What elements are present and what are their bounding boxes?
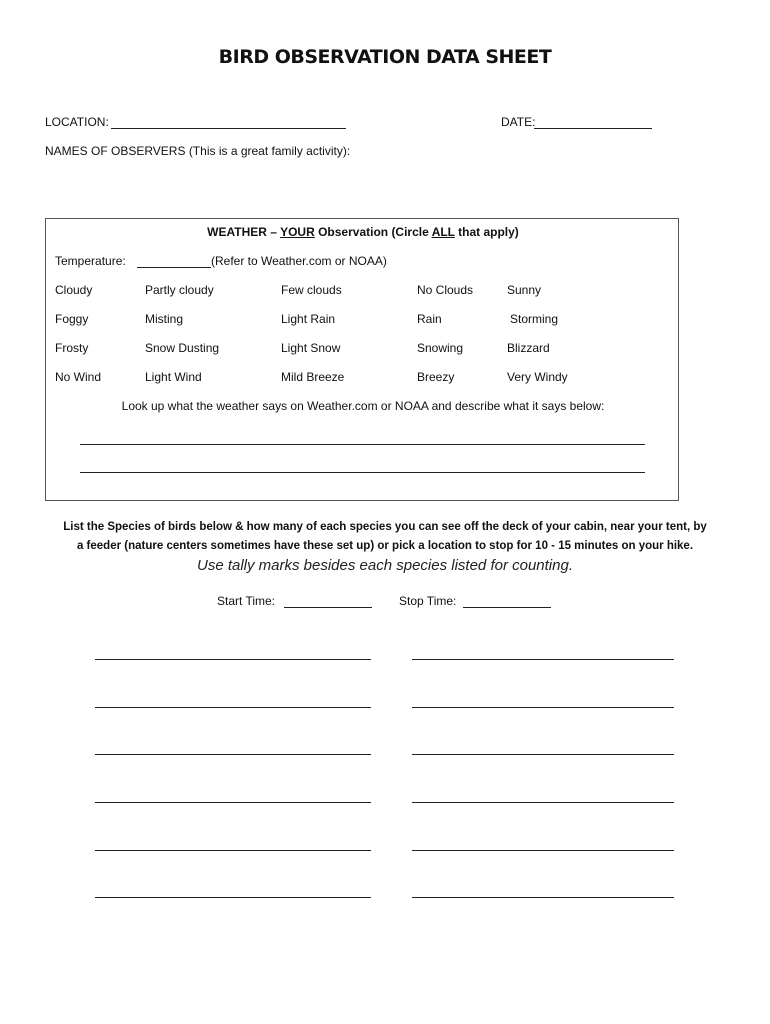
temperature-note: (Refer to Weather.com or NOAA) — [211, 254, 387, 268]
species-line[interactable] — [412, 659, 674, 660]
weather-option[interactable]: Light Rain — [281, 312, 336, 326]
weather-option[interactable]: Blizzard — [507, 341, 550, 355]
weather-heading-post: that apply) — [454, 225, 519, 239]
weather-option[interactable]: Foggy — [55, 312, 89, 326]
date-field[interactable] — [534, 128, 652, 129]
species-line[interactable] — [412, 754, 674, 755]
weather-option[interactable]: Very Windy — [507, 370, 568, 384]
weather-description-line[interactable] — [80, 444, 645, 445]
species-line[interactable] — [95, 659, 371, 660]
observers-field[interactable] — [45, 162, 645, 210]
weather-option[interactable]: No Wind — [55, 370, 102, 384]
observers-label: NAMES OF OBSERVERS (This is a great family activity): — [45, 144, 351, 158]
weather-option[interactable]: Misting — [145, 312, 184, 326]
stop-time-label: Stop Time: — [399, 594, 457, 608]
weather-option[interactable]: Sunny — [507, 283, 542, 297]
species-line[interactable] — [95, 850, 371, 851]
species-line[interactable] — [95, 707, 371, 708]
weather-description-line[interactable] — [80, 472, 645, 473]
species-line[interactable] — [412, 707, 674, 708]
weather-option[interactable]: Snow Dusting — [145, 341, 220, 355]
weather-option[interactable]: Cloudy — [55, 283, 93, 297]
weather-heading-mid: Observation (Circle — [314, 225, 432, 239]
date-label: DATE: — [501, 115, 536, 129]
temperature-field[interactable] — [137, 267, 211, 268]
species-line[interactable] — [95, 802, 371, 803]
location-label: LOCATION: — [45, 115, 109, 129]
weather-option[interactable]: Breezy — [417, 370, 455, 384]
weather-section — [45, 218, 679, 501]
start-time-field[interactable] — [284, 607, 372, 608]
stop-time-field[interactable] — [463, 607, 551, 608]
species-line[interactable] — [412, 850, 674, 851]
species-line[interactable] — [95, 754, 371, 755]
weather-heading-pre: WEATHER – — [207, 225, 281, 239]
weather-option[interactable]: Light Wind — [145, 370, 202, 384]
weather-option[interactable]: Snowing — [417, 341, 464, 355]
species-line[interactable] — [412, 897, 674, 898]
page-title: BIRD OBSERVATION DATA SHEET — [218, 46, 552, 68]
weather-option[interactable]: Few clouds — [281, 283, 342, 297]
weather-option[interactable]: Light Snow — [281, 341, 341, 355]
instructions-line-1: List the Species of birds below & how many of each species you can see off the deck of your cabin, near your tent, by — [63, 521, 707, 533]
instructions-line-2: a feeder (nature centers sometimes have these set up) or pick a location to stop for 10 - 15 minutes on your hike. — [76, 540, 694, 552]
start-time-label: Start Time: — [217, 594, 276, 608]
species-line[interactable] — [95, 897, 371, 898]
weather-heading — [46, 225, 680, 239]
weather-option[interactable]: Mild Breeze — [281, 370, 345, 384]
temperature-label: Temperature: — [55, 254, 126, 268]
weather-heading-all: ALL — [431, 225, 455, 239]
species-line[interactable] — [412, 802, 674, 803]
location-field[interactable] — [111, 128, 346, 129]
weather-option[interactable]: Rain — [417, 312, 442, 326]
weather-option[interactable]: Frosty — [55, 341, 89, 355]
weather-option[interactable]: Partly cloudy — [145, 283, 214, 297]
weather-lookup-text: Look up what the weather says on Weather.com or NOAA and describe what it says below: — [121, 399, 605, 413]
tally-instructions: Use tally marks besides each species listed for counting. — [196, 557, 573, 574]
weather-heading-your: YOUR — [280, 225, 315, 239]
weather-option[interactable]: Storming — [510, 312, 559, 326]
weather-option[interactable]: No Clouds — [417, 283, 474, 297]
